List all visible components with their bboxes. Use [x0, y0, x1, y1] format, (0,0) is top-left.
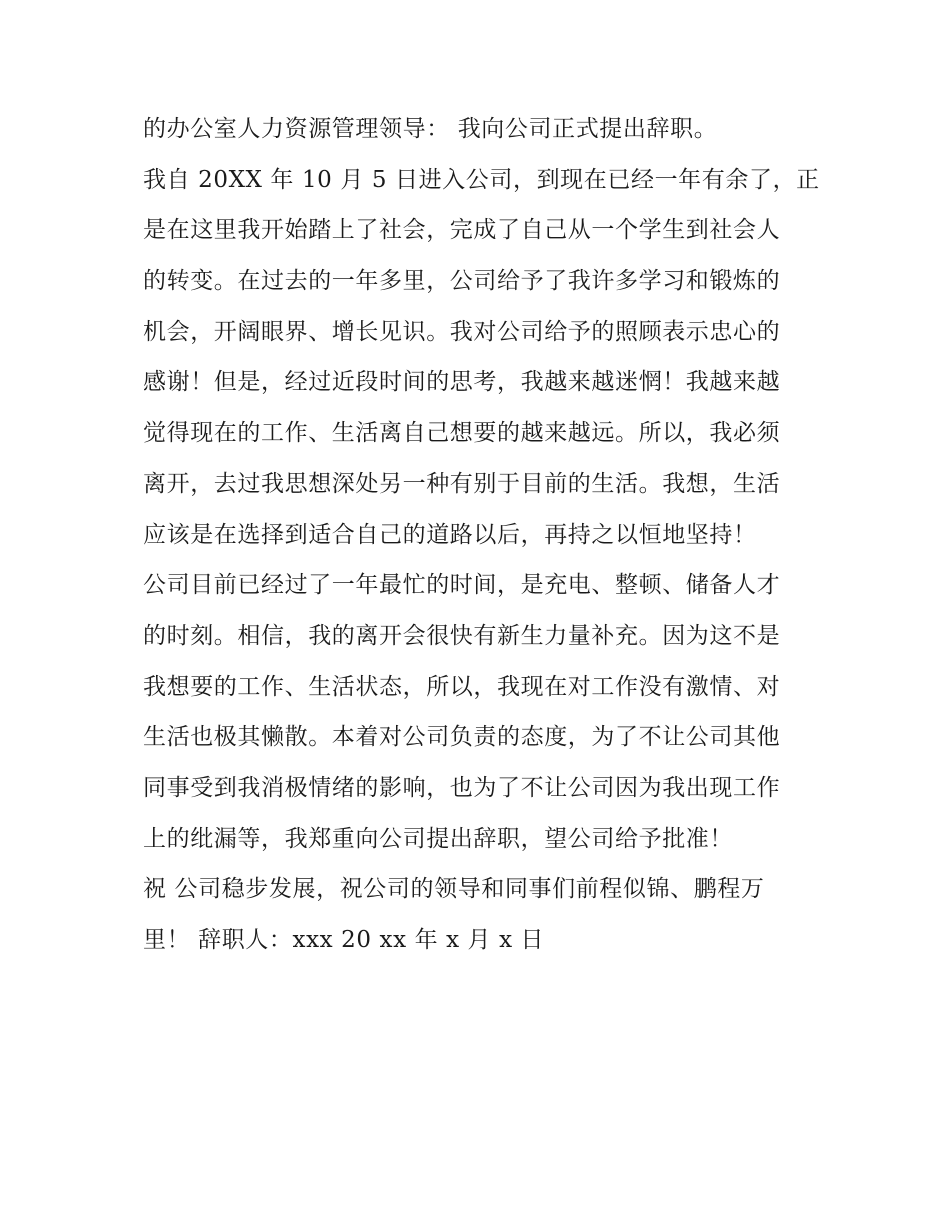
text-line: 的办公室人力资源管理领导： 我向公司正式提出辞职。 — [143, 116, 718, 142]
text-line: 觉得现在的工作、生活离自己想要的越来越远。所以，我必须 — [143, 420, 781, 447]
text-line: 我自 20XX 年 10 月 5 日进入公司，到现在已经一年有余了，正 — [143, 166, 820, 193]
text-line: 是在这里我开始踏上了社会，完成了自己从一个学生到社会人 — [143, 217, 781, 244]
text-line: 离开，去过我思想深处另一种有别于目前的生活。我想，生活 — [143, 470, 781, 497]
text-line: 我想要的工作、生活状态，所以，我现在对工作没有激情、对 — [143, 673, 781, 700]
text-line: 的转变。在过去的一年多里，公司给予了我许多学习和锻炼的 — [143, 268, 781, 295]
text-line: 生活也极其懒散。本着对公司负责的态度，为了不让公司其他 — [143, 724, 781, 751]
resignation-letter-body — [143, 107, 820, 969]
text-line: 公司目前已经过了一年最忙的时间，是充电、整顿、储备人才 — [143, 572, 781, 599]
text-line: 上的纰漏等，我郑重向公司提出辞职，望公司给予批准！ — [143, 825, 733, 852]
signature-line: 里！ 辞职人：xxx 20 xx 年 x 月 x 日 — [143, 927, 545, 953]
text-line: 同事受到我消极情绪的影响，也为了不让公司因为我出现工作 — [143, 774, 781, 801]
text-line: 机会，开阔眼界、增长见识。我对公司给予的照顾表示忠心的 — [143, 318, 781, 345]
text-line: 感谢！但是，经过近段时间的思考，我越来越迷惘！我越来越 — [143, 369, 781, 396]
text-line: 祝 公司稳步发展，祝公司的领导和同事们前程似锦、鹏程万 — [143, 876, 765, 903]
text-line: 的时刻。相信，我的离开会很快有新生力量补充。因为这不是 — [143, 622, 781, 649]
text-line: 应该是在选择到适合自己的道路以后，再持之以恒地坚持！ — [143, 521, 757, 548]
